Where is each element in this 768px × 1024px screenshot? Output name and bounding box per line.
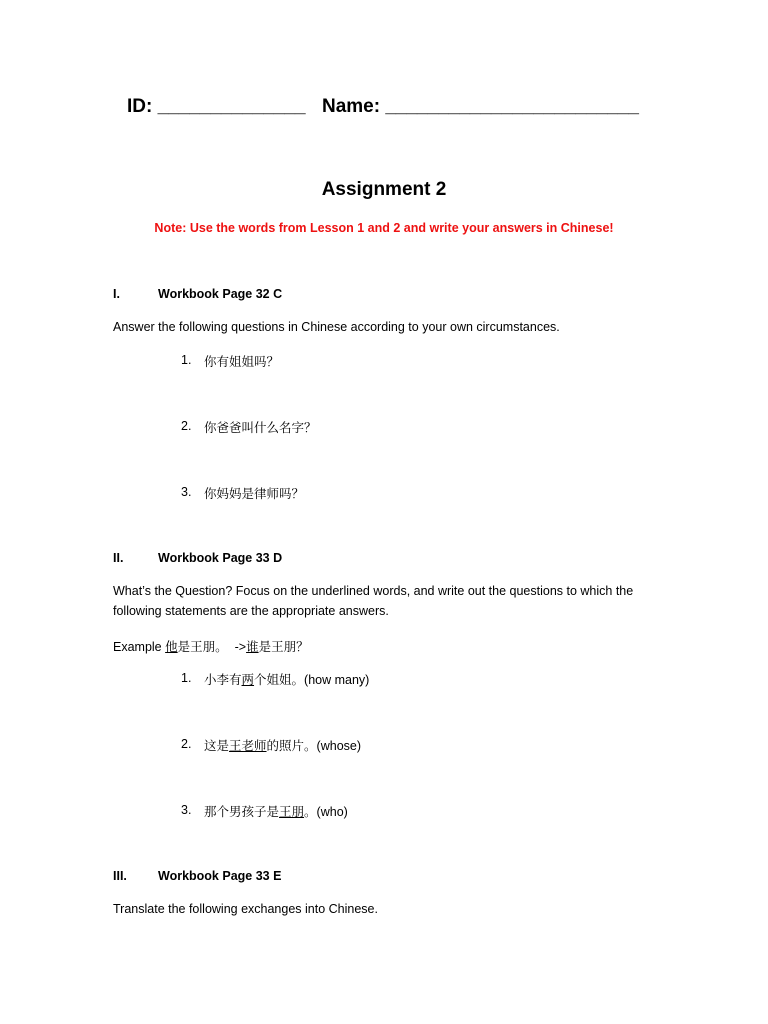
question-hint: (whose) [316,739,362,753]
question-text: 你爸爸叫什么名字？ [204,420,317,435]
example-question-rest: 是王朋？ [258,639,309,654]
example-label: Example [113,640,162,654]
example-line [113,637,309,655]
note-text: Note: Use the words from Lesson 1 and 2 and write your answers in Chinese! [154,221,614,235]
question-number: 3. [181,485,192,499]
section-3-numeral: III. [113,869,127,883]
question-hint: (who) [316,805,348,819]
question-number: 1. [181,671,192,685]
section-3-instruction: Translate the following exchanges into Chinese. [113,902,378,916]
question-text-post: 的照片。 [266,738,317,753]
question-underlined-word: 两 [241,672,255,687]
question-text-pre: 那个男孩子是 [204,804,280,819]
section-1-instruction: Answer the following questions in Chinese according to your own circumstances. [113,320,560,334]
example-underlined-subject: 他 [165,639,178,654]
name-field: Name: ________________________ [322,96,639,117]
question-number: 2. [181,737,192,751]
section-2-instruction-line1: What’s the Question? Focus on the underlined words, and write out the questions to which the [113,584,634,598]
question-text [204,802,348,820]
example-statement-rest: 是王朋。 [177,639,228,654]
example-underlined-question: 谁 [246,639,259,654]
question-underlined-word: 王朋 [279,804,305,819]
example-arrow: -> [234,640,247,654]
section-1-heading: Workbook Page 32 C [158,287,283,301]
assignment-title: Assignment 2 [321,179,447,200]
section-2-instruction-line2: following statements are the appropriate answers. [113,604,389,618]
question-number: 3. [181,803,192,817]
question-number: 1. [181,353,192,367]
section-1-numeral: I. [113,287,120,301]
section-2-numeral: II. [113,551,124,565]
section-3-heading: Workbook Page 33 E [158,869,282,883]
question-text [204,736,361,754]
question-number: 2. [181,419,192,433]
question-text-post: 个姐姐。 [254,672,305,687]
question-text: 你有姐姐吗？ [204,354,280,369]
question-text-pre: 这是 [204,738,230,753]
question-text [204,670,369,688]
question-text: 你妈妈是律师吗？ [204,486,305,501]
question-hint: (how many) [304,673,370,687]
section-2-heading: Workbook Page 33 D [158,551,283,565]
question-underlined-word: 王老师 [229,738,267,753]
id-field: ID: ______________ [127,96,306,117]
question-text-pre: 小李有 [204,672,242,687]
question-text-post: 。 [304,804,317,819]
